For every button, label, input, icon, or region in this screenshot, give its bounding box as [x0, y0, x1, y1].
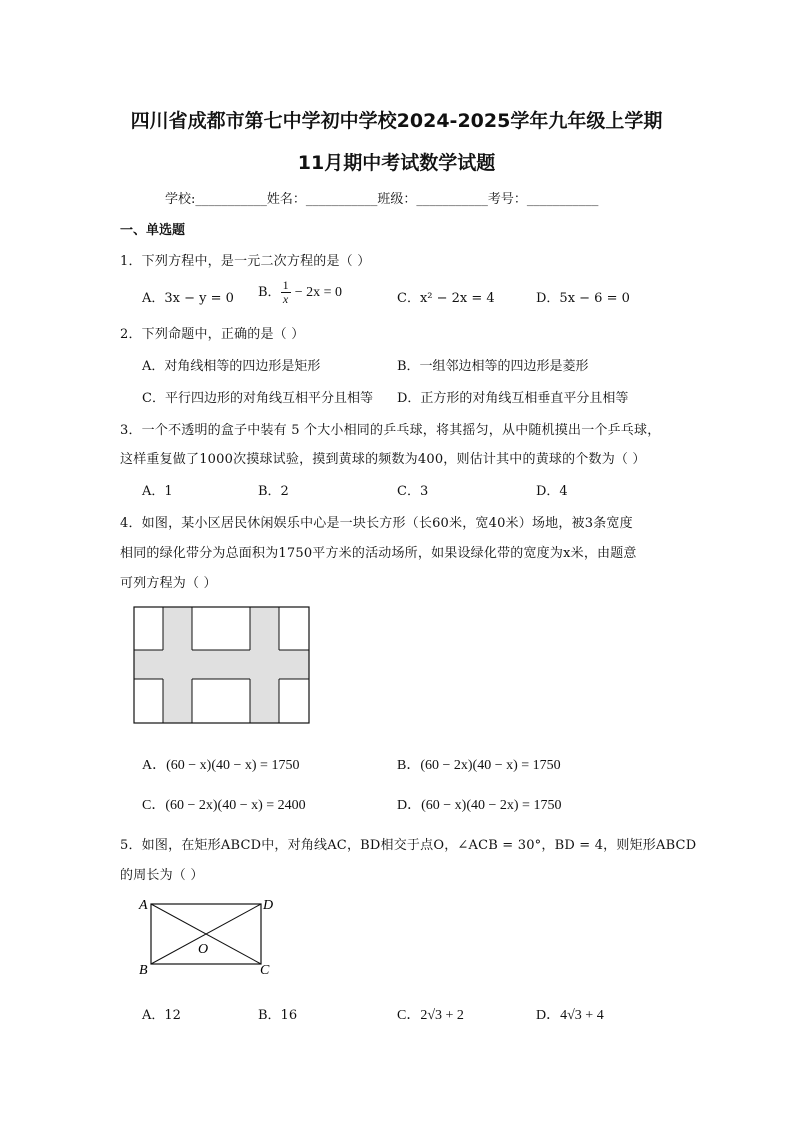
page-title: 四川省成都市第七中学初中学校2024-2025学年九年级上学期 [130, 110, 663, 132]
question-2-option-c: C．平行四边形的对角线互相平分且相等 [142, 391, 373, 406]
question-1-stem: 1．下列方程中，是一元二次方程的是（ ） [120, 254, 371, 269]
question-4-option-d: D．(60 − x)(40 − 2x) = 1750 [397, 798, 562, 813]
question-3-option-a: A．1 [142, 484, 173, 499]
question-4-option-c: C．(60 − 2x)(40 − x) = 2400 [142, 798, 306, 813]
fraction-1-over-x: $\frac{1}{x}$ [282, 278, 289, 306]
page-subtitle: 11月期中考试数学试题 [297, 152, 496, 174]
question-4-option-b: B．(60 − 2x)(40 − x) = 1750 [397, 758, 561, 773]
label-o: O [198, 942, 209, 957]
question-1-option-b: B． $\frac{1}{x}$ − 2x = 0 [258, 278, 342, 306]
label-d: D [263, 898, 274, 913]
question-2-stem: 2．下列命题中，正确的是（ ） [120, 327, 305, 342]
question-5-option-d: D．4√3 + 4 [536, 1008, 604, 1023]
label-b: B [139, 963, 148, 978]
question-1-option-d: D．5x − 6 = 0 [536, 291, 630, 306]
belt-horizontal [134, 650, 309, 679]
green-belt-figure [133, 606, 311, 724]
question-1-option-c: C．x² − 2x = 4 [397, 291, 495, 306]
question-2-option-b: B．一组邻边相等的四边形是菱形 [397, 359, 589, 374]
question-5-option-b: B．16 [258, 1008, 298, 1023]
question-3-stem-line2: 这样重复做了1000次摸球试验，摸到黄球的频数为400，则估计其中的黄球的个数为（ ） [120, 452, 646, 467]
question-5-option-a: A．12 [142, 1008, 181, 1023]
rectangle-abcd-figure [133, 894, 283, 980]
student-info-line: 学校:___________姓名：___________班级：___________考号：___________ [165, 192, 599, 207]
question-3-option-c: C．3 [397, 484, 429, 499]
question-4-stem-line3: 可列方程为（ ） [120, 576, 217, 591]
question-3-option-d: D．4 [536, 484, 568, 499]
question-2-option-a: A．对角线相等的四边形是矩形 [142, 359, 321, 374]
label-c: C [260, 963, 270, 978]
question-5-option-c: C．2√3 + 2 [397, 1008, 464, 1023]
question-4-stem-line2: 相同的绿化带分为总面积为1750平方米的活动场所，如果设绿化带的宽度为x米，由题意 [120, 546, 637, 561]
section-title: 一、单选题 [120, 223, 186, 238]
question-5-stem-line1: 5．如图，在矩形ABCD中，对角线AC，BD相交于点O，∠ACB = 30°，BD = 4，则矩形ABCD [120, 838, 697, 853]
label-a: A [139, 898, 148, 913]
question-2-option-d: D．正方形的对角线互相垂直平分且相等 [397, 391, 629, 406]
question-5-stem-line2: 的周长为（ ） [120, 868, 204, 883]
question-3-option-b: B．2 [258, 484, 289, 499]
question-4-option-a: A．(60 − x)(40 − x) = 1750 [142, 758, 300, 773]
question-3-stem-line1: 3．一个不透明的盒子中装有 5 个大小相同的乒乓球，将其摇匀，从中随机摸出一个乒乓球， [120, 423, 661, 438]
question-4-stem-line1: 4．如图，某小区居民休闲娱乐中心是一块长方形（长60米，宽40米）场地，被3条宽度 [120, 516, 633, 531]
question-1-option-a: A．3x − y = 0 [142, 291, 234, 306]
